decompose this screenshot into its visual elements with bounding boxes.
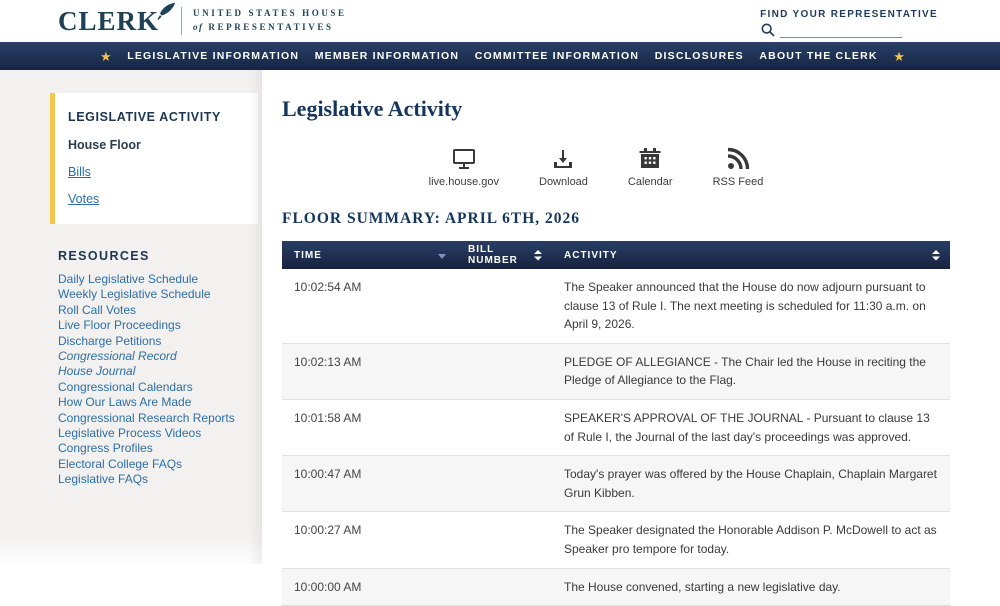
floor-summary-table [282,241,950,606]
sidebar [0,70,262,564]
resources-title: RESOURCES [58,249,150,263]
quill-icon [154,0,177,22]
find-representative [760,9,938,38]
cell-activity: Today's prayer was offered by the House Chaplain, Chaplain Margaret Grun Kibben. [564,467,937,500]
resources-section [58,249,250,488]
table-row [282,344,950,400]
cell-bill-number [456,456,552,511]
table-row [282,569,950,606]
column-header-bill-number[interactable]: BILL NUMBER [456,241,552,269]
rss-icon [726,148,750,170]
cell-activity: The Speaker announced that the House do now adjourn pursuant to clause 13 of Rule I. The next meeting is scheduled for 11:30 a.m. on April 9, 2026. [564,280,926,332]
resource-link[interactable]: Daily Legislative Schedule [58,272,199,286]
cell-activity: SPEAKER'S APPROVAL OF THE JOURNAL - Pursuant to clause 13 of Rule I, the Journal of the last day's proceedings was approved. [564,410,930,444]
tagline-line2: REPRESENTATIVES [208,22,334,32]
main-nav [0,42,1000,70]
resource-link[interactable]: Roll Call Votes [58,302,137,317]
cell-bill-number [456,400,552,455]
main-content [262,70,1000,594]
cell-time: 10:00:00 AM [294,579,362,594]
sort-both-icon [534,250,542,261]
sidebar-activity-link[interactable]: Bills [68,165,91,179]
resource-link[interactable]: Congress Profiles [58,441,153,456]
calendar-button[interactable] [628,148,673,188]
table-row [282,400,950,456]
table-row [282,269,950,344]
star-icon: ★ [893,48,905,64]
calendar-icon [638,148,662,170]
star-icon: ★ [100,48,112,64]
resource-link[interactable]: Weekly Legislative Schedule [58,287,211,302]
nav-disclosures[interactable]: DISCLOSURES [654,50,744,62]
cell-activity: PLEDGE OF ALLEGIANCE - The Chair led the House in reciting the Pledge of Allegiance to the Flag. [564,354,926,388]
tool-label: live.house.gov [428,176,499,188]
site-header [0,0,1000,42]
cell-activity: The House convened, starting a new legislative day. [564,579,841,594]
nav-about-the-clerk[interactable]: ABOUT THE CLERK [759,50,878,62]
activity-box-title: LEGISLATIVE ACTIVITY [68,110,221,124]
cell-time: 10:02:13 AM [294,354,362,369]
resource-link[interactable]: House Journal [58,364,136,379]
resource-link[interactable]: Congressional Calendars [58,379,193,394]
nav-legislative-information[interactable]: LEGISLATIVE INFORMATION [127,50,300,62]
resource-link[interactable]: Congressional Record [58,349,177,364]
tagline-line1: UNITED STATES HOUSE [193,8,347,19]
table-row [282,456,950,512]
nav-member-information[interactable]: MEMBER INFORMATION [314,50,460,62]
cell-bill-number [456,344,552,399]
table-row [282,512,950,568]
download-icon [551,148,575,170]
resource-link[interactable]: Legislative FAQs [58,472,149,487]
sidebar-activity-link[interactable]: House Floor [68,138,141,152]
table-body [282,269,950,606]
tool-label: RSS Feed [712,176,764,188]
search-icon[interactable] [760,22,776,38]
sidebar-activity-link[interactable]: Votes [68,192,100,206]
logo-tagline [181,7,347,35]
floor-summary-title: FLOOR SUMMARY: APRIL 6TH, 2026 [282,210,580,227]
resource-link[interactable]: Electoral College FAQs [58,456,183,471]
legislative-activity-box [50,93,258,224]
find-representative-input[interactable] [780,22,902,38]
clerk-logo[interactable] [58,6,347,37]
cell-time: 10:00:27 AM [294,523,362,538]
find-representative-label: FIND YOUR REPRESENTATIVE [760,8,938,20]
cell-bill-number [456,269,552,343]
cell-time: 10:00:47 AM [294,467,362,482]
column-header-activity[interactable]: ACTIVITY [552,241,950,269]
download-button[interactable] [539,148,588,188]
logo-wordmark: CLERK [58,5,160,36]
tagline-of: of [193,22,204,32]
tool-label: Download [539,176,588,188]
cell-time: 10:02:54 AM [294,280,362,294]
resource-link[interactable]: Discharge Petitions [58,333,162,348]
monitor-icon [452,148,476,170]
table-header [282,241,950,269]
cell-time: 10:01:58 AM [294,410,362,425]
sort-both-icon [932,250,940,261]
resource-link[interactable]: Congressional Research Reports [58,410,235,425]
toolbar [282,148,910,188]
resource-link[interactable]: Live Floor Proceedings [58,318,181,333]
page-title: Legislative Activity [282,96,463,121]
cell-activity: The Speaker designated the Honorable Addison P. McDowell to act as Speaker pro tempore for today. [564,523,937,556]
live-house-gov-button[interactable] [429,148,499,188]
nav-committee-information[interactable]: COMMITTEE INFORMATION [474,50,640,62]
column-header-time[interactable]: TIME [282,241,456,269]
resource-link[interactable]: Legislative Process Videos [58,426,202,441]
tool-label: Calendar [627,176,673,188]
cell-bill-number [456,512,552,567]
rss-feed-button[interactable] [713,148,764,188]
cell-bill-number [456,569,552,606]
sort-desc-icon [438,250,446,261]
resource-link[interactable]: How Our Laws Are Made [58,395,192,410]
